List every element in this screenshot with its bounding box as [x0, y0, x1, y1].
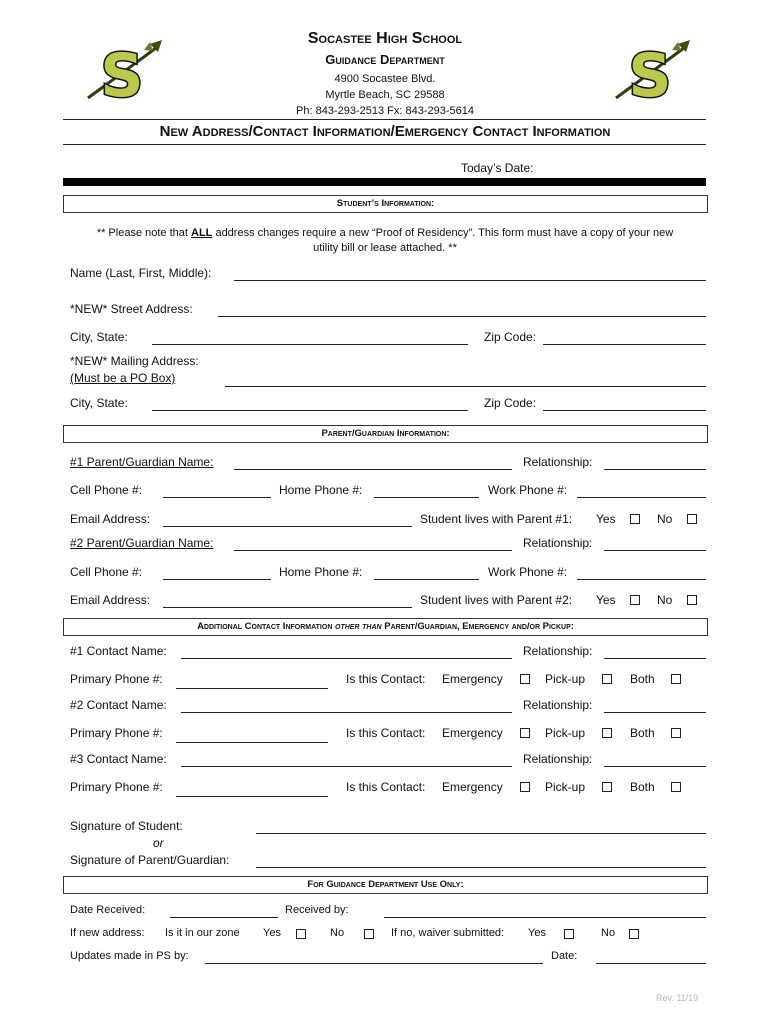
zip-label: Zip Code:	[484, 330, 537, 344]
city-state-field-2[interactable]	[152, 410, 468, 411]
parent2-cell-label: Cell Phone #:	[70, 565, 143, 579]
updates-date-field[interactable]	[596, 963, 706, 964]
contact1-emergency-label: Emergency	[442, 672, 503, 686]
parent1-name-field[interactable]	[234, 469, 512, 470]
in-zone-label: Is it in our zone	[165, 927, 240, 939]
proof-note-line2: utility bill or lease attached. **	[313, 242, 457, 254]
contact3-both-checkbox[interactable]	[671, 782, 681, 792]
parent2-relationship-label: Relationship:	[523, 536, 593, 550]
contact1-name-label: #1 Contact Name:	[70, 644, 167, 658]
contact1-relationship-label: Relationship:	[523, 644, 593, 658]
name-label: Name (Last, First, Middle):	[70, 266, 212, 280]
contact2-pickup-label: Pick-up	[545, 726, 586, 740]
contact2-phone-label: Primary Phone #:	[70, 726, 163, 740]
parent2-relationship-field[interactable]	[604, 550, 706, 551]
office-section-title: For Guidance Department Use Only:	[63, 876, 708, 894]
signature-or: or	[153, 836, 164, 850]
in-zone-yes-label: Yes	[263, 927, 281, 939]
contact1-name-field[interactable]	[181, 658, 512, 659]
contact2-both-checkbox[interactable]	[671, 728, 681, 738]
street-field[interactable]	[218, 316, 706, 317]
student-signature-label: Signature of Student:	[70, 819, 183, 833]
zip-field-2[interactable]	[543, 410, 706, 411]
contact3-phone-field[interactable]	[176, 796, 328, 797]
city-state-label: City, State:	[70, 330, 128, 344]
city-state-label-2: City, State:	[70, 396, 128, 410]
parent2-name-label: #2 Parent/Guardian Name:	[70, 536, 214, 550]
name-field[interactable]	[234, 280, 706, 281]
contact3-name-label: #3 Contact Name:	[70, 752, 167, 766]
parent1-relationship-label: Relationship:	[523, 455, 593, 469]
contact1-pickup-label: Pick-up	[545, 672, 586, 686]
parent1-home-label: Home Phone #:	[279, 483, 363, 497]
contact1-phone-label: Primary Phone #:	[70, 672, 163, 686]
if-new-address-label: If new address:	[70, 927, 145, 939]
contact2-phone-field[interactable]	[176, 742, 328, 743]
student-signature-field[interactable]	[256, 833, 706, 834]
contact3-both-label: Both	[630, 780, 655, 794]
zip-label-2: Zip Code:	[484, 396, 537, 410]
updates-date-label: Date:	[551, 950, 578, 962]
contact3-relationship-label: Relationship:	[523, 752, 593, 766]
mailing-note: (Must be a PO Box)	[70, 371, 176, 385]
todays-date-label: Today’s Date:	[461, 161, 534, 175]
contact3-relationship-field[interactable]	[604, 766, 706, 767]
proof-note-line1: ** Please note that ALL address changes require a new “Proof of Residency”. This form must have a copy of your new	[96, 227, 674, 239]
parent2-work-label: Work Phone #:	[488, 565, 568, 579]
black-bar	[63, 178, 706, 186]
in-zone-no-checkbox[interactable]	[364, 929, 374, 939]
revision-label: Rev. 11/19	[656, 993, 699, 1003]
lives-with-parent2-yes-label: Yes	[596, 593, 616, 607]
parent2-home-label: Home Phone #:	[279, 565, 363, 579]
contact2-both-label: Both	[630, 726, 655, 740]
contact2-pickup-checkbox[interactable]	[602, 728, 612, 738]
parent-section-title: Parent/Guardian Information:	[63, 425, 708, 443]
title-rule-bottom	[63, 144, 706, 145]
contact1-relationship-field[interactable]	[604, 658, 706, 659]
contact2-emergency-label: Emergency	[442, 726, 503, 740]
parent2-email-field[interactable]	[163, 607, 412, 608]
city-state-field[interactable]	[152, 344, 468, 345]
parent1-home-field[interactable]	[374, 497, 479, 498]
contact3-phone-label: Primary Phone #:	[70, 780, 163, 794]
date-received-field[interactable]	[170, 917, 278, 918]
mailing-label: *NEW* Mailing Address:	[70, 354, 199, 368]
lives-with-parent2-no-checkbox[interactable]	[687, 595, 697, 605]
waiver-yes-label: Yes	[528, 927, 546, 939]
parent1-cell-field[interactable]	[163, 497, 271, 498]
contact3-pickup-checkbox[interactable]	[602, 782, 612, 792]
contact3-name-field[interactable]	[181, 766, 512, 767]
contact2-emergency-checkbox[interactable]	[520, 728, 530, 738]
contact3-emergency-checkbox[interactable]	[520, 782, 530, 792]
lives-with-parent2-label: Student lives with Parent #2:	[420, 593, 573, 607]
parent1-work-label: Work Phone #:	[488, 483, 568, 497]
parent1-name-label: #1 Parent/Guardian Name:	[70, 455, 214, 469]
updates-label: Updates made in PS by:	[70, 950, 189, 962]
lives-with-parent1-yes-label: Yes	[596, 512, 616, 526]
school-name: Socastee High School	[307, 30, 463, 47]
zip-field[interactable]	[543, 344, 706, 345]
in-zone-yes-checkbox[interactable]	[296, 929, 306, 939]
student-section-title: Student’s Information:	[63, 195, 708, 213]
contact2-relationship-label: Relationship:	[523, 698, 593, 712]
date-received-label: Date Received:	[70, 904, 146, 916]
logo-letter: S	[628, 41, 672, 102]
title-rule-top	[63, 119, 706, 120]
waiver-no-label: No	[601, 927, 616, 939]
updates-field[interactable]	[205, 963, 543, 964]
logo-letter: S	[100, 41, 144, 102]
lives-with-parent2-no-label: No	[657, 593, 673, 607]
contact1-both-checkbox[interactable]	[671, 674, 681, 684]
contact1-pickup-checkbox[interactable]	[602, 674, 612, 684]
parent1-relationship-field[interactable]	[604, 469, 706, 470]
contact3-pickup-label: Pick-up	[545, 780, 586, 794]
parent1-email-field[interactable]	[163, 526, 412, 527]
parent2-email-label: Email Address:	[70, 593, 151, 607]
waiver-label: If no, waiver submitted:	[391, 927, 505, 939]
school-phone: Ph: 843-293-2513 Fx: 843-293-5614	[296, 105, 474, 117]
parent2-cell-field[interactable]	[163, 579, 271, 580]
mailing-field[interactable]	[225, 386, 706, 387]
contact1-both-label: Both	[630, 672, 655, 686]
parent2-name-field[interactable]	[234, 550, 512, 551]
contact2-name-field[interactable]	[181, 712, 512, 713]
contact1-emergency-checkbox[interactable]	[520, 674, 530, 684]
contact1-type-label: Is this Contact:	[346, 672, 426, 686]
street-label: *NEW* Street Address:	[70, 302, 193, 316]
waiver-yes-checkbox[interactable]	[564, 929, 574, 939]
parent1-work-field[interactable]	[577, 497, 706, 498]
school-address-2: Myrtle Beach, SC 29588	[325, 89, 445, 101]
parent2-home-field[interactable]	[374, 579, 479, 580]
lives-with-parent2-yes-checkbox[interactable]	[630, 595, 640, 605]
lives-with-parent1-yes-checkbox[interactable]	[630, 514, 640, 524]
lives-with-parent1-no-checkbox[interactable]	[687, 514, 697, 524]
form-title: New Address/Contact Information/Emergency Contact Information	[159, 123, 611, 140]
lives-with-parent1-no-label: No	[657, 512, 673, 526]
contact3-emergency-label: Emergency	[442, 780, 503, 794]
contact2-name-label: #2 Contact Name:	[70, 698, 167, 712]
parent2-work-field[interactable]	[577, 579, 706, 580]
contact3-type-label: Is this Contact:	[346, 780, 426, 794]
contact2-relationship-field[interactable]	[604, 712, 706, 713]
additional-section-title: Additional Contact Information other than Parent/Guardian, Emergency and/or Pickup:	[63, 618, 708, 636]
received-by-field[interactable]	[384, 917, 706, 918]
contact1-phone-field[interactable]	[176, 688, 328, 689]
parent-signature-field[interactable]	[256, 867, 706, 868]
waiver-no-checkbox[interactable]	[629, 929, 639, 939]
parent1-email-label: Email Address:	[70, 512, 151, 526]
school-address-1: 4900 Socastee Blvd.	[334, 73, 436, 85]
department-name: Guidance Department	[325, 52, 445, 67]
contact2-type-label: Is this Contact:	[346, 726, 426, 740]
received-by-label: Received by:	[285, 904, 349, 916]
parent-signature-label: Signature of Parent/Guardian:	[70, 853, 230, 867]
parent1-cell-label: Cell Phone #:	[70, 483, 143, 497]
lives-with-parent1-label: Student lives with Parent #1:	[420, 512, 573, 526]
in-zone-no-label: No	[330, 927, 345, 939]
